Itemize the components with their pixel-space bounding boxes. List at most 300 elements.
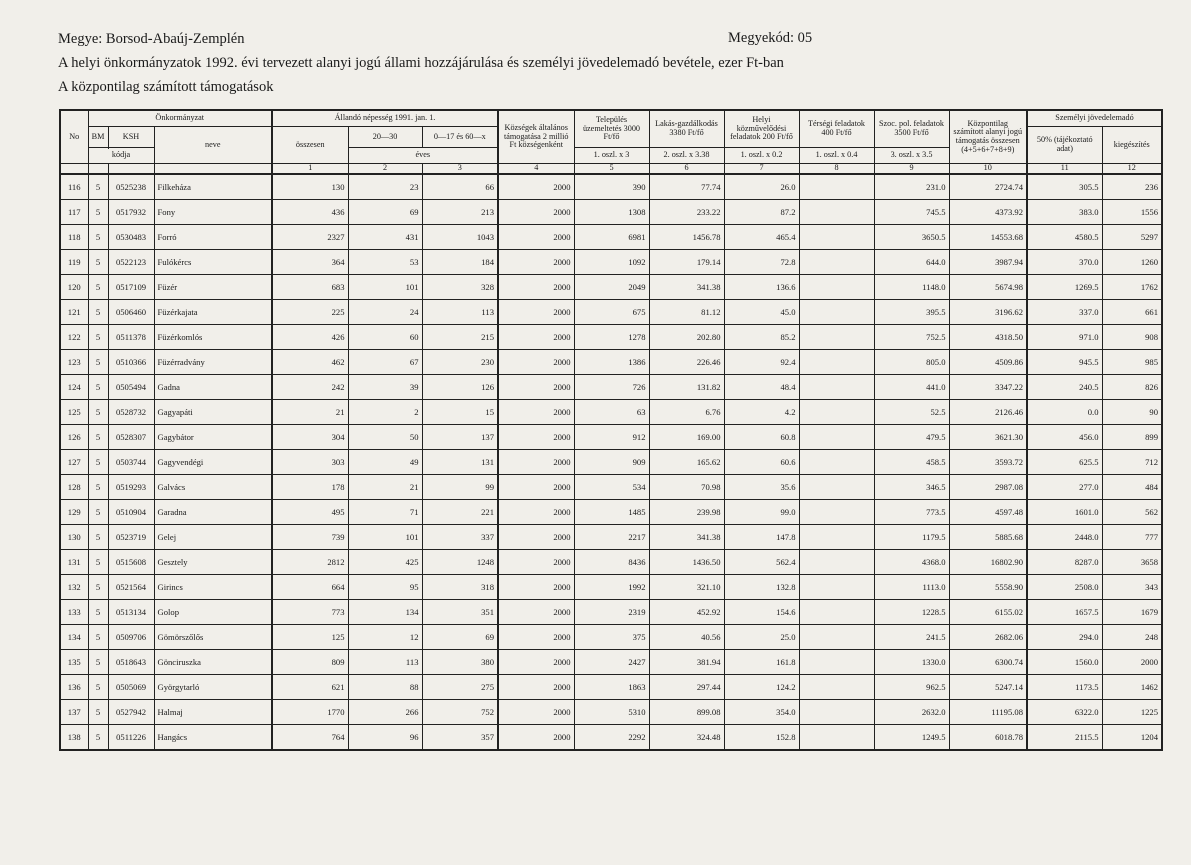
social-policy: 231.0: [874, 174, 949, 200]
pit-50-percent: 277.0: [1027, 474, 1102, 499]
settlement-operation: 2292: [574, 724, 649, 750]
regional-tasks: [799, 399, 874, 424]
public-culture: 45.0: [724, 299, 799, 324]
central-support-total: 5558.90: [949, 574, 1027, 599]
table-row: [60, 524, 1162, 549]
pit-50-percent: 0.0: [1027, 399, 1102, 424]
village-support: 2000: [498, 174, 574, 200]
population-0-17-60: 215: [422, 324, 498, 349]
row-no: 127: [60, 449, 88, 474]
housing: 321.10: [649, 574, 724, 599]
population-20-30: 23: [348, 174, 422, 200]
village-support: 2000: [498, 249, 574, 274]
public-culture: 154.6: [724, 599, 799, 624]
col-num: 3: [422, 164, 498, 174]
population-0-17-60: 66: [422, 174, 498, 200]
public-culture: 136.6: [724, 274, 799, 299]
bm-code: 5: [88, 574, 108, 599]
village-support: 2000: [498, 724, 574, 750]
settlement-operation: 8436: [574, 549, 649, 574]
bm-code: 5: [88, 724, 108, 750]
village-support: 2000: [498, 649, 574, 674]
regional-tasks: [799, 174, 874, 200]
regional-tasks: [799, 674, 874, 699]
population-total: 2812: [272, 549, 348, 574]
table-row: [60, 174, 1162, 200]
pit-supplement: 248: [1102, 624, 1162, 649]
village-support: 2000: [498, 674, 574, 699]
population-0-17-60: 184: [422, 249, 498, 274]
table-row: [60, 724, 1162, 750]
social-policy: 1228.5: [874, 599, 949, 624]
regional-tasks: [799, 549, 874, 574]
public-culture: 72.8: [724, 249, 799, 274]
pit-50-percent: 1560.0: [1027, 649, 1102, 674]
bm-code: 5: [88, 549, 108, 574]
table-row: [60, 224, 1162, 249]
bm-code: 5: [88, 274, 108, 299]
document-title: A helyi önkormányzatok 1992. évi tervezett alanyi jogú állami hozzájárulása és személyi jövedelemadó bevétele, ezer Ft-ban: [58, 55, 784, 71]
regional-tasks: [799, 349, 874, 374]
bm-code: 5: [88, 249, 108, 274]
pit-50-percent: 8287.0: [1027, 549, 1102, 574]
col-num: 8: [799, 164, 874, 174]
public-culture: 87.2: [724, 199, 799, 224]
col-kozponti: Központilag számított alanyi jogú támogatás összesen (4+5+6+7+8+9): [949, 110, 1027, 164]
population-total: 739: [272, 524, 348, 549]
table-row: [60, 474, 1162, 499]
population-20-30: 24: [348, 299, 422, 324]
row-no: 128: [60, 474, 88, 499]
public-culture: 26.0: [724, 174, 799, 200]
pit-supplement: 562: [1102, 499, 1162, 524]
central-support-total: 4509.86: [949, 349, 1027, 374]
regional-tasks: [799, 499, 874, 524]
population-0-17-60: 351: [422, 599, 498, 624]
village-support: 2000: [498, 574, 574, 599]
population-total: 242: [272, 374, 348, 399]
population-0-17-60: 380: [422, 649, 498, 674]
population-total: 621: [272, 674, 348, 699]
ksh-code: 0530483: [108, 224, 154, 249]
population-20-30: 96: [348, 724, 422, 750]
village-support: 2000: [498, 299, 574, 324]
village-support: 2000: [498, 424, 574, 449]
population-total: 436: [272, 199, 348, 224]
col-age-20-30: 20—30: [348, 127, 422, 148]
population-0-17-60: 221: [422, 499, 498, 524]
population-total: 773: [272, 599, 348, 624]
population-total: 178: [272, 474, 348, 499]
municipality-name: Hangács: [154, 724, 272, 750]
housing: 452.92: [649, 599, 724, 624]
population-20-30: 101: [348, 524, 422, 549]
col-tersegi: Térségi feladatok 400 Ft/fő: [799, 110, 874, 148]
central-support-total: 2682.06: [949, 624, 1027, 649]
central-support-total: 2126.46: [949, 399, 1027, 424]
table-body: [60, 174, 1162, 750]
row-no: 138: [60, 724, 88, 750]
pit-supplement: 343: [1102, 574, 1162, 599]
col-kodja: kódja: [88, 148, 154, 164]
municipality-name: Garadna: [154, 499, 272, 524]
regional-tasks: [799, 199, 874, 224]
ksh-code: 0506460: [108, 299, 154, 324]
municipality-name: Füzérkomlós: [154, 324, 272, 349]
central-support-total: 3621.30: [949, 424, 1027, 449]
col-num: 11: [1027, 164, 1102, 174]
pit-50-percent: 2508.0: [1027, 574, 1102, 599]
table-row: [60, 399, 1162, 424]
population-0-17-60: 213: [422, 199, 498, 224]
population-total: 21: [272, 399, 348, 424]
pit-supplement: 236: [1102, 174, 1162, 200]
public-culture: 85.2: [724, 324, 799, 349]
row-no: 136: [60, 674, 88, 699]
col-szoc-formula: 3. oszl. x 3.5: [874, 148, 949, 164]
population-total: 1770: [272, 699, 348, 724]
social-policy: 346.5: [874, 474, 949, 499]
population-20-30: 12: [348, 624, 422, 649]
col-szoc: Szoc. pol. feladatok 3500 Ft/fő: [874, 110, 949, 148]
ksh-code: 0505494: [108, 374, 154, 399]
bm-code: 5: [88, 449, 108, 474]
settlement-operation: 1278: [574, 324, 649, 349]
village-support: 2000: [498, 399, 574, 424]
col-helyi-formula: 1. oszl. x 0.2: [724, 148, 799, 164]
municipality-name: Gadna: [154, 374, 272, 399]
housing: 899.08: [649, 699, 724, 724]
settlement-operation: 1485: [574, 499, 649, 524]
population-0-17-60: 131: [422, 449, 498, 474]
municipality-name: Füzérkajata: [154, 299, 272, 324]
municipality-name: Gesztely: [154, 549, 272, 574]
regional-tasks: [799, 274, 874, 299]
housing: 324.48: [649, 724, 724, 750]
settlement-operation: 375: [574, 624, 649, 649]
pit-supplement: 661: [1102, 299, 1162, 324]
population-0-17-60: 99: [422, 474, 498, 499]
table-header: [60, 110, 1162, 174]
table-row: [60, 249, 1162, 274]
ksh-code: 0523719: [108, 524, 154, 549]
social-policy: 4368.0: [874, 549, 949, 574]
regional-tasks: [799, 724, 874, 750]
population-total: 495: [272, 499, 348, 524]
municipality-name: Fulókércs: [154, 249, 272, 274]
central-support-total: 2724.74: [949, 174, 1027, 200]
population-20-30: 49: [348, 449, 422, 474]
population-0-17-60: 357: [422, 724, 498, 750]
central-support-total: 2987.08: [949, 474, 1027, 499]
public-culture: 161.8: [724, 649, 799, 674]
population-20-30: 113: [348, 649, 422, 674]
pit-50-percent: 2448.0: [1027, 524, 1102, 549]
public-culture: 35.6: [724, 474, 799, 499]
col-no: No: [60, 110, 88, 164]
pit-supplement: 777: [1102, 524, 1162, 549]
col-eves: éves: [348, 148, 498, 164]
col-lakas: Lakás-gazdálkodás 3380 Ft/fő: [649, 110, 724, 148]
col-neve: neve: [154, 127, 272, 164]
col-osszesen: összesen: [272, 127, 348, 164]
public-culture: 132.8: [724, 574, 799, 599]
bm-code: 5: [88, 199, 108, 224]
table-row: [60, 349, 1162, 374]
col-num: 4: [498, 164, 574, 174]
ksh-code: 0522123: [108, 249, 154, 274]
col-num: 10: [949, 164, 1027, 174]
central-support-total: 14553.68: [949, 224, 1027, 249]
social-policy: 752.5: [874, 324, 949, 349]
col-telepules-formula: 1. oszl. x 3: [574, 148, 649, 164]
row-no: 117: [60, 199, 88, 224]
municipality-name: Galvács: [154, 474, 272, 499]
central-support-total: 3347.22: [949, 374, 1027, 399]
pit-supplement: 985: [1102, 349, 1162, 374]
settlement-operation: 1308: [574, 199, 649, 224]
row-no: 121: [60, 299, 88, 324]
pit-50-percent: 1657.5: [1027, 599, 1102, 624]
ksh-code: 0517109: [108, 274, 154, 299]
population-0-17-60: 126: [422, 374, 498, 399]
ksh-code: 0517932: [108, 199, 154, 224]
population-20-30: 134: [348, 599, 422, 624]
population-total: 130: [272, 174, 348, 200]
public-culture: 124.2: [724, 674, 799, 699]
table-row: [60, 274, 1162, 299]
settlement-operation: 2049: [574, 274, 649, 299]
population-20-30: 39: [348, 374, 422, 399]
social-policy: 1249.5: [874, 724, 949, 750]
social-policy: 3650.5: [874, 224, 949, 249]
pit-50-percent: 4580.5: [1027, 224, 1102, 249]
pit-supplement: 899: [1102, 424, 1162, 449]
pit-50-percent: 2115.5: [1027, 724, 1102, 750]
public-culture: 147.8: [724, 524, 799, 549]
bm-code: 5: [88, 624, 108, 649]
regional-tasks: [799, 299, 874, 324]
population-0-17-60: 337: [422, 524, 498, 549]
population-0-17-60: 1248: [422, 549, 498, 574]
bm-code: 5: [88, 399, 108, 424]
row-no: 125: [60, 399, 88, 424]
population-0-17-60: 275: [422, 674, 498, 699]
population-0-17-60: 328: [422, 274, 498, 299]
bm-code: 5: [88, 424, 108, 449]
population-total: 809: [272, 649, 348, 674]
village-support: 2000: [498, 199, 574, 224]
population-20-30: 60: [348, 324, 422, 349]
public-culture: 4.2: [724, 399, 799, 424]
public-culture: 60.8: [724, 424, 799, 449]
social-policy: 241.5: [874, 624, 949, 649]
village-support: 2000: [498, 449, 574, 474]
pit-50-percent: 337.0: [1027, 299, 1102, 324]
population-20-30: 266: [348, 699, 422, 724]
row-no: 129: [60, 499, 88, 524]
col-num: 6: [649, 164, 724, 174]
table-row: [60, 549, 1162, 574]
population-0-17-60: 15: [422, 399, 498, 424]
table-row: [60, 624, 1162, 649]
pit-50-percent: 1601.0: [1027, 499, 1102, 524]
pit-supplement: 826: [1102, 374, 1162, 399]
social-policy: 1148.0: [874, 274, 949, 299]
ksh-code: 0511226: [108, 724, 154, 750]
municipality-name: Gelej: [154, 524, 272, 549]
population-20-30: 101: [348, 274, 422, 299]
row-no: 137: [60, 699, 88, 724]
population-total: 664: [272, 574, 348, 599]
village-support: 2000: [498, 699, 574, 724]
municipality-name: Gagyvendégi: [154, 449, 272, 474]
social-policy: 458.5: [874, 449, 949, 474]
public-culture: 465.4: [724, 224, 799, 249]
village-support: 2000: [498, 349, 574, 374]
public-culture: 25.0: [724, 624, 799, 649]
row-no: 118: [60, 224, 88, 249]
social-policy: 962.5: [874, 674, 949, 699]
col-telepules: Település üzemeltetés 3000 Ft/fő: [574, 110, 649, 148]
population-total: 364: [272, 249, 348, 274]
housing: 6.76: [649, 399, 724, 424]
table-row: [60, 649, 1162, 674]
document-subtitle: A központilag számított támogatások: [58, 79, 274, 95]
central-support-total: 5674.98: [949, 274, 1027, 299]
bm-code: 5: [88, 224, 108, 249]
central-support-total: 4318.50: [949, 324, 1027, 349]
bm-code: 5: [88, 349, 108, 374]
col-bm: BM: [88, 127, 108, 148]
population-20-30: 95: [348, 574, 422, 599]
population-20-30: 431: [348, 224, 422, 249]
public-culture: 92.4: [724, 349, 799, 374]
social-policy: 441.0: [874, 374, 949, 399]
ksh-code: 0527942: [108, 699, 154, 724]
housing: 81.12: [649, 299, 724, 324]
settlement-operation: 6981: [574, 224, 649, 249]
housing: 179.14: [649, 249, 724, 274]
bm-code: 5: [88, 299, 108, 324]
regional-tasks: [799, 474, 874, 499]
public-culture: 152.8: [724, 724, 799, 750]
table-row: [60, 199, 1162, 224]
column-number-row: [60, 164, 1162, 174]
pit-supplement: 1556: [1102, 199, 1162, 224]
population-total: 462: [272, 349, 348, 374]
pit-supplement: 1260: [1102, 249, 1162, 274]
village-support: 2000: [498, 324, 574, 349]
municipality-name: Gagybátor: [154, 424, 272, 449]
pit-50-percent: 625.5: [1027, 449, 1102, 474]
ksh-code: 0510904: [108, 499, 154, 524]
social-policy: 805.0: [874, 349, 949, 374]
population-0-17-60: 318: [422, 574, 498, 599]
regional-tasks: [799, 599, 874, 624]
pit-50-percent: 370.0: [1027, 249, 1102, 274]
row-no: 122: [60, 324, 88, 349]
ksh-code: 0518643: [108, 649, 154, 674]
pit-supplement: 1225: [1102, 699, 1162, 724]
table-row: [60, 424, 1162, 449]
housing: 381.94: [649, 649, 724, 674]
table-row: [60, 674, 1162, 699]
social-policy: 773.5: [874, 499, 949, 524]
settlement-operation: 2427: [574, 649, 649, 674]
public-culture: 99.0: [724, 499, 799, 524]
village-support: 2000: [498, 524, 574, 549]
row-no: 133: [60, 599, 88, 624]
population-20-30: 88: [348, 674, 422, 699]
settlement-operation: 390: [574, 174, 649, 200]
pit-50-percent: 294.0: [1027, 624, 1102, 649]
col-nepesseg: Állandó népesség 1991. jan. 1.: [272, 110, 498, 127]
population-20-30: 71: [348, 499, 422, 524]
housing: 202.80: [649, 324, 724, 349]
row-no: 132: [60, 574, 88, 599]
population-0-17-60: 69: [422, 624, 498, 649]
row-no: 116: [60, 174, 88, 200]
housing: 169.00: [649, 424, 724, 449]
municipality-name: Filkeháza: [154, 174, 272, 200]
housing: 1436.50: [649, 549, 724, 574]
population-20-30: 2: [348, 399, 422, 424]
central-support-total: 3196.62: [949, 299, 1027, 324]
regional-tasks: [799, 524, 874, 549]
central-support-total: 5885.68: [949, 524, 1027, 549]
pit-50-percent: 971.0: [1027, 324, 1102, 349]
housing: 1456.78: [649, 224, 724, 249]
table-row: [60, 324, 1162, 349]
population-20-30: 21: [348, 474, 422, 499]
social-policy: 479.5: [874, 424, 949, 449]
village-support: 2000: [498, 224, 574, 249]
settlement-operation: 63: [574, 399, 649, 424]
pit-50-percent: 456.0: [1027, 424, 1102, 449]
population-20-30: 50: [348, 424, 422, 449]
settlement-operation: 675: [574, 299, 649, 324]
col-num: 1: [272, 164, 348, 174]
settlement-operation: 1863: [574, 674, 649, 699]
ksh-code: 0505069: [108, 674, 154, 699]
central-support-total: 4597.48: [949, 499, 1027, 524]
bm-code: 5: [88, 699, 108, 724]
social-policy: 1113.0: [874, 574, 949, 599]
col-num: 7: [724, 164, 799, 174]
col-helyi: Helyi közművelődési feladatok 200 Ft/fő: [724, 110, 799, 148]
table-row: [60, 699, 1162, 724]
regional-tasks: [799, 224, 874, 249]
settlement-operation: 909: [574, 449, 649, 474]
col-kozsegek: Községek általános támogatása 2 millió Ft községenként: [498, 110, 574, 164]
pit-supplement: 908: [1102, 324, 1162, 349]
central-support-total: 11195.08: [949, 699, 1027, 724]
pit-supplement: 3658: [1102, 549, 1162, 574]
central-support-total: 6155.02: [949, 599, 1027, 624]
population-20-30: 67: [348, 349, 422, 374]
col-num: 5: [574, 164, 649, 174]
housing: 165.62: [649, 449, 724, 474]
regional-tasks: [799, 324, 874, 349]
table-row: [60, 374, 1162, 399]
col-onkormanyzat: Önkormányzat: [88, 110, 272, 127]
settlement-operation: 726: [574, 374, 649, 399]
village-support: 2000: [498, 274, 574, 299]
bm-code: 5: [88, 674, 108, 699]
settlement-operation: 5310: [574, 699, 649, 724]
settlement-operation: 912: [574, 424, 649, 449]
